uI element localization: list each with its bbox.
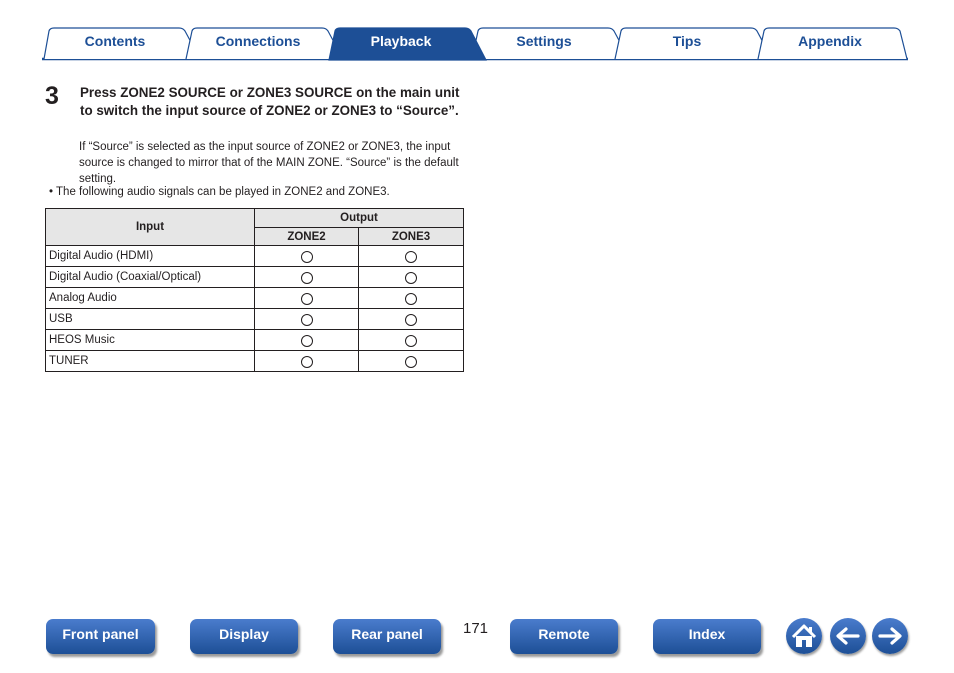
step-number: 3 xyxy=(45,82,59,110)
input-cell: TUNER xyxy=(46,351,255,372)
step-note: If “Source” is selected as the input source of ZONE2 or ZONE3, the input source is changed to mirror that of the MAIN ZONE. “Source” is the default setting. xyxy=(79,141,459,185)
table-row xyxy=(46,267,464,288)
table-row xyxy=(46,351,464,372)
zone2-cell xyxy=(255,309,359,330)
zone2-cell xyxy=(255,330,359,351)
supported-circle-icon xyxy=(301,314,313,326)
tab-settings[interactable]: Settings xyxy=(516,33,572,49)
zone3-header: ZONE3 xyxy=(359,228,464,246)
tab-tips[interactable]: Tips xyxy=(672,33,702,49)
index-button[interactable]: Index xyxy=(653,619,761,654)
zone3-cell xyxy=(359,288,464,309)
supported-circle-icon xyxy=(405,251,417,263)
zone2-cell xyxy=(255,288,359,309)
zone3-cell xyxy=(359,351,464,372)
tab-connections[interactable]: Connections xyxy=(215,33,301,49)
supported-circle-icon xyxy=(301,251,313,263)
step-title: Press ZONE2 SOURCE or ZONE3 SOURCE on the main unit to switch the input source of ZONE2 or ZONE3 to “Source”. xyxy=(80,85,460,118)
zone3-cell xyxy=(359,267,464,288)
zone3-cell xyxy=(359,309,464,330)
supported-circle-icon xyxy=(301,335,313,347)
tab-contents[interactable]: Contents xyxy=(84,33,146,49)
bullet-mark: • xyxy=(49,186,54,198)
table-row xyxy=(46,288,464,309)
table-row xyxy=(46,246,464,267)
remote-button[interactable]: Remote xyxy=(510,619,618,654)
input-cell: HEOS Music xyxy=(46,330,255,351)
zone3-cell xyxy=(359,246,464,267)
input-cell: Digital Audio (Coaxial/Optical) xyxy=(46,267,255,288)
audio-signal-table xyxy=(45,208,464,372)
input-header: Input xyxy=(46,209,255,246)
supported-circle-icon xyxy=(301,272,313,284)
supported-circle-icon xyxy=(405,272,417,284)
supported-circle-icon xyxy=(405,335,417,347)
home-button[interactable] xyxy=(786,618,822,654)
page-number: 171 xyxy=(463,620,489,637)
tab-bar xyxy=(42,27,908,62)
supported-circle-icon xyxy=(405,356,417,368)
output-header: Output xyxy=(255,209,464,228)
supported-circle-icon xyxy=(301,356,313,368)
arrow-left-icon xyxy=(830,618,866,654)
front-panel-button[interactable]: Front panel xyxy=(46,619,155,654)
table-row xyxy=(46,309,464,330)
rear-panel-button[interactable]: Rear panel xyxy=(333,619,441,654)
zone2-cell xyxy=(255,246,359,267)
forward-button[interactable] xyxy=(872,618,908,654)
tab-appendix[interactable]: Appendix xyxy=(798,33,862,49)
arrow-right-icon xyxy=(872,618,908,654)
zone2-cell xyxy=(255,267,359,288)
supported-circle-icon xyxy=(405,293,417,305)
back-button[interactable] xyxy=(830,618,866,654)
bullet-text: The following audio signals can be played in ZONE2 and ZONE3. xyxy=(56,186,390,198)
tab-playback[interactable]: Playback xyxy=(370,33,432,49)
display-button[interactable]: Display xyxy=(190,619,298,654)
zone3-cell xyxy=(359,330,464,351)
supported-circle-icon xyxy=(405,314,417,326)
home-icon xyxy=(786,618,822,654)
table-row xyxy=(46,330,464,351)
supported-circle-icon xyxy=(301,293,313,305)
input-cell: USB xyxy=(46,309,255,330)
input-cell: Analog Audio xyxy=(46,288,255,309)
zone2-header: ZONE2 xyxy=(255,228,359,246)
zone2-cell xyxy=(255,351,359,372)
input-cell: Digital Audio (HDMI) xyxy=(46,246,255,267)
bullet-note xyxy=(49,186,390,198)
